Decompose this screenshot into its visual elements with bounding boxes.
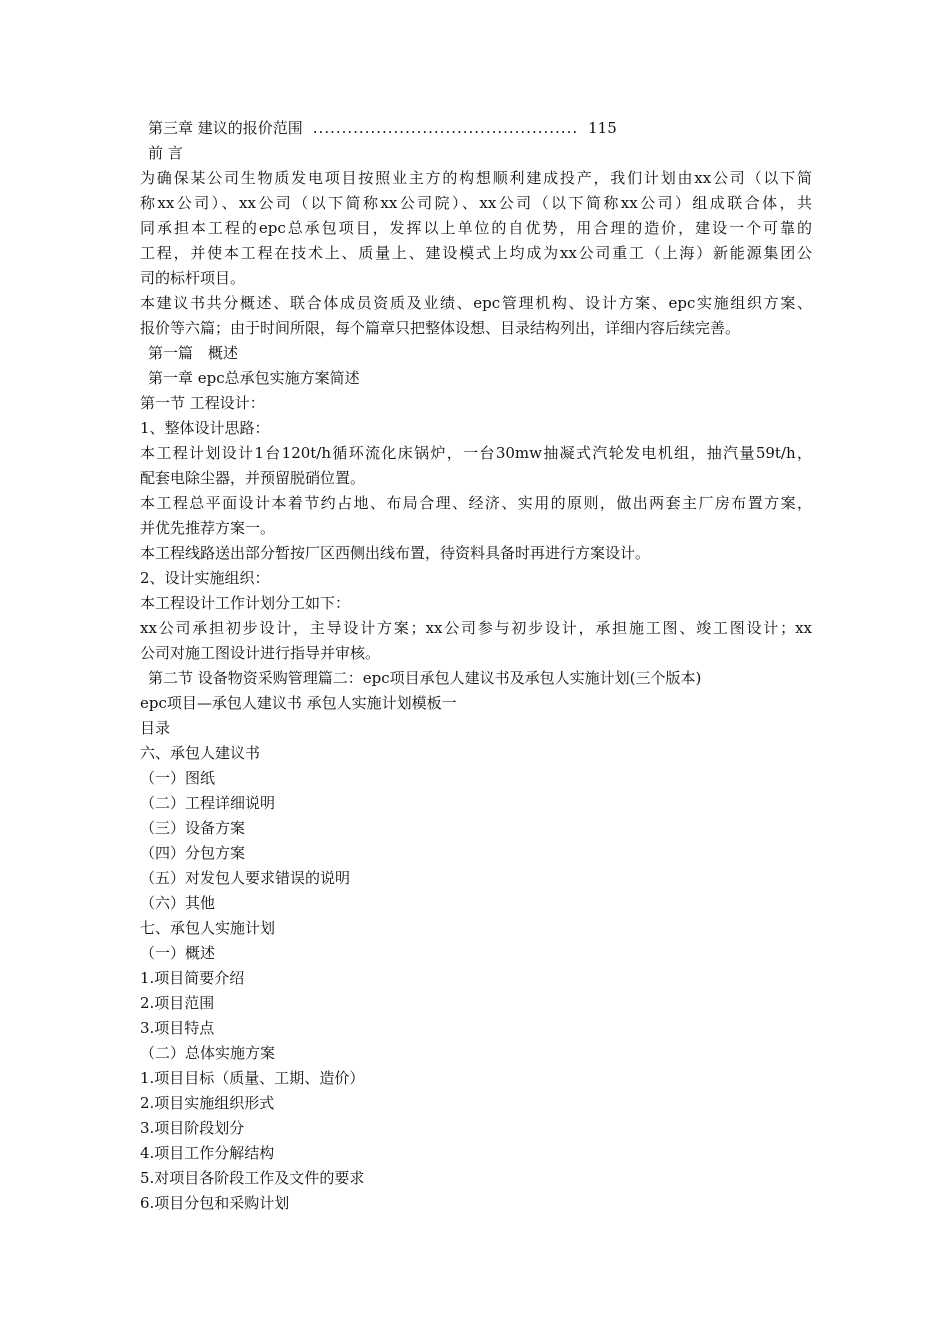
list-item: 2.项目范围: [140, 994, 215, 1012]
list-item: （二）总体实施方案: [140, 1044, 276, 1062]
list-item: （一）图纸: [140, 769, 216, 787]
list-item: 七、承包人实施计划: [140, 919, 276, 937]
list-item: 6.项目分包和采购计划: [140, 1194, 290, 1212]
summary-paragraph-line-2: 报价等六篇；由于时间所限，每个篇章只把整体设想、目录结构列出，详细内容后续完善。: [140, 319, 741, 337]
summary-paragraph-line-1: 本建议书共分概述、联合体成员资质及业绩、epc管理机构、设计方案、epc实施组织方案、: [140, 294, 812, 312]
item-2-heading: 2、设计实施组织：: [140, 569, 270, 587]
list-item: （六）其他: [140, 894, 216, 912]
toc-chapter-title: 第三章 建议的报价范围: [148, 119, 303, 137]
org-paragraph-line-3: 公司对施工图设计进行指导并审核。: [140, 644, 381, 662]
item-1-heading: 1、整体设计思路：: [140, 419, 270, 437]
list-item: 5.对项目各阶段工作及文件的要求: [140, 1169, 365, 1187]
design-paragraph-1-line-2: 配套电除尘器，并预留脱硝位置。: [140, 469, 366, 487]
list-item: （三）设备方案: [140, 819, 246, 837]
list-item: （二）工程详细说明: [140, 794, 276, 812]
list-item: （四）分包方案: [140, 844, 246, 862]
chapter-1-heading: 第一章 epc总承包实施方案简述: [148, 369, 360, 387]
intro-paragraph-line-1: 为确保某公司生物质发电项目按照业主方的构想顺利建成投产，我们计划由xx公司（以下简: [140, 169, 812, 187]
intro-paragraph-line-2: 称xx公司）、xx公司（以下简称xx公司院）、xx公司（以下简称xx公司）组成联合体，共: [140, 194, 812, 212]
section-1-heading: 第一节 工程设计：: [140, 394, 265, 412]
list-item: （一）概述: [140, 944, 216, 962]
toc-entry-chapter-3[interactable]: [140, 116, 812, 141]
design-paragraph-2-line-2: 并优先推荐方案一。: [140, 519, 276, 537]
list-item: 3.项目阶段划分: [140, 1119, 245, 1137]
intro-paragraph-line-5: 司的标杆项目。: [140, 269, 246, 287]
list-item: 4.项目工作分解结构: [140, 1144, 275, 1162]
list-item: （五）对发包人要求错误的说明: [140, 869, 351, 887]
list-item: 六、承包人建议书: [140, 744, 261, 762]
intro-paragraph-line-4: 工程，并使本工程在技术上、质量上、建设模式上均成为xx公司重工（上海）新能源集团公: [140, 244, 812, 262]
section-2-heading: 第二节 设备物资采购管理篇二：epc项目承包人建议书及承包人实施计划(三个版本): [148, 669, 702, 687]
design-paragraph-3: 本工程线路送出部分暂按厂区西侧出线布置，待资料具备时再进行方案设计。: [140, 544, 651, 562]
toc-leader-dots: ..............................................: [312, 119, 579, 137]
part-1-heading: 第一篇 概述: [148, 344, 239, 362]
list-item: 1.项目简要介绍: [140, 969, 245, 987]
toc-page-number: 115: [588, 119, 617, 137]
intro-paragraph-line-3: 同承担本工程的epc总承包项目，发挥以上单位的自优势，用合理的造价，建设一个可靠的: [140, 219, 812, 237]
list-item: 1.项目目标（质量、工期、造价）: [140, 1069, 365, 1087]
list-item: 2.项目实施组织形式: [140, 1094, 275, 1112]
list-item: 3.项目特点: [140, 1019, 215, 1037]
template-title: epc项目—承包人建议书 承包人实施计划模板一: [140, 694, 457, 712]
design-paragraph-2-line-1: 本工程总平面设计本着节约占地、布局合理、经济、实用的原则，做出两套主厂房布置方案，: [140, 494, 812, 512]
preface-heading: 前 言: [148, 144, 183, 162]
org-paragraph-line-2: xx公司承担初步设计，主导设计方案；xx公司参与初步设计，承担施工图、竣工图设计；xx: [140, 619, 812, 637]
design-paragraph-1-line-1: 本工程计划设计1台120t/h循环流化床锅炉，一台30mw抽凝式汽轮发电机组，抽汽量59t/h，: [140, 444, 812, 462]
document-page: [140, 116, 812, 1216]
org-paragraph-line-1: 本工程设计工作计划分工如下：: [140, 594, 351, 612]
contents-label: 目录: [140, 719, 171, 737]
